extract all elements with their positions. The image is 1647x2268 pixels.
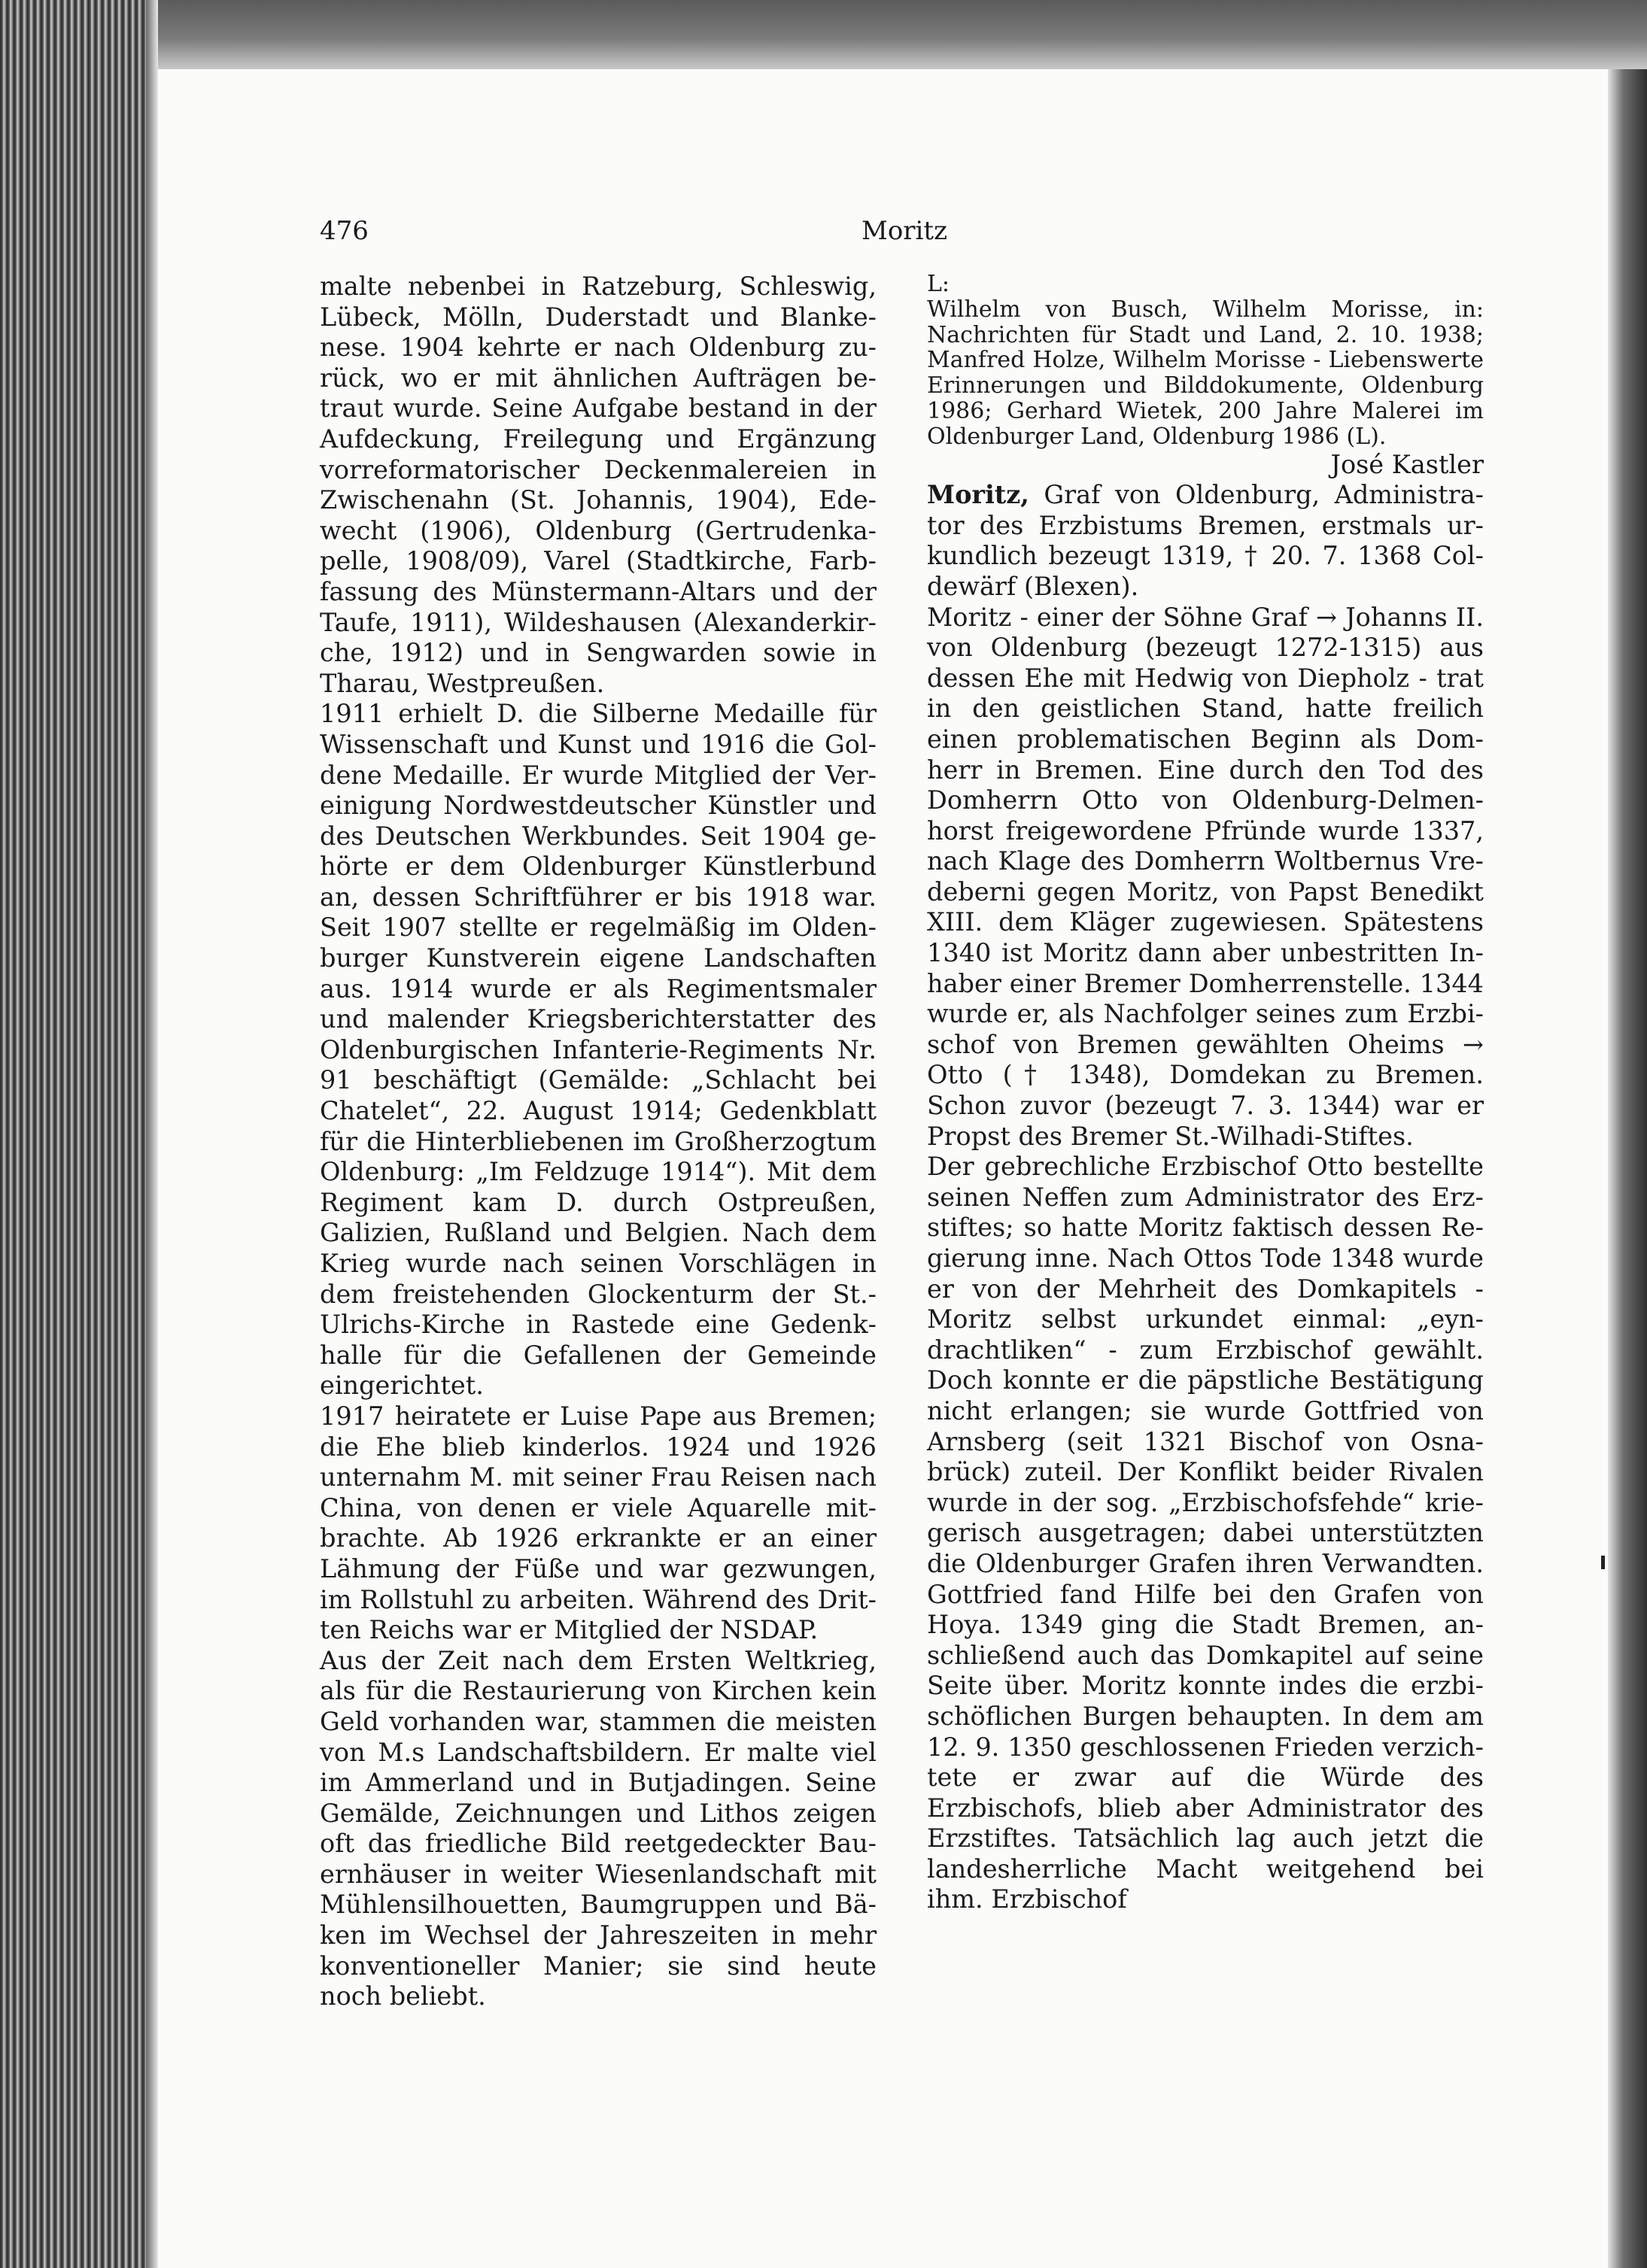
- running-title: Moritz: [861, 216, 947, 246]
- scan-top-border: [0, 0, 1647, 69]
- paragraph: malte nebenbei in Ratzeburg, Schleswig, Lübeck, Mölln, Duderstadt und Blankenese. 1904 kehrte er nach Oldenburg zurück, wo er mit ähnlichen Aufträgen betraut wurde. Seine Aufgabe bestand in der Aufdeckung, Freilegung und Ergänzung vorreformatorischer Deckenmalereien in Zwischenahn (St. Johannis, 1904), Edewecht (1906), Oldenburg (Gertrudenkapelle, 1908/09), Varel (Stadtkirche, Farbfassung des Münstermann-Altars und der Taufe, 1911), Wildeshausen (Alexanderkirche, 1912) und in Sengwarden sowie in Tharau, Westpreußen.: [320, 272, 877, 698]
- entry-header: [927, 480, 1484, 602]
- left-column: [320, 272, 877, 2012]
- scan-right-border: [1608, 69, 1647, 2268]
- literature-label: L:: [927, 271, 950, 297]
- book-page-edges: [0, 0, 158, 2268]
- entry-header-text: Graf von Oldenburg, Administrator des Erzbistums Bremen, erstmals urkundlich bezeugt 1319, † 20. 7. 1368 Coldewärf (Blexen).: [927, 480, 1484, 601]
- right-column: [927, 272, 1484, 1915]
- author-signature: José Kastler: [1330, 449, 1484, 479]
- entry-name: Moritz,: [927, 480, 1029, 510]
- scan-speck: [1601, 1556, 1605, 1569]
- paragraph: 1917 heiratete er Luise Pape aus Bremen; die Ehe blieb kinderlos. 1924 und 1926 unternahm M. mit seiner Frau Reisen nach China, von denen er viele Aquarelle mitbrachte. Ab 1926 erkrankte er an einer Lähmung der Füße und war gezwungen, im Rollstuhl zu arbeiten. Während des Dritten Reichs war er Mitglied der NSDAP.: [320, 1401, 877, 1645]
- literature-text: Wilhelm von Busch, Wilhelm Morisse, in: Nachrichten für Stadt und Land, 2. 10. 1938; Manfred Holze, Wilhelm Morisse - Liebenswerte Erinnerungen und Bilddokumente, Oldenburg 1986; Gerhard Wietek, 200 Jahre Malerei im Oldenburger Land, Oldenburg 1986 (L).: [927, 296, 1484, 450]
- running-head: [320, 212, 947, 250]
- paragraph: Aus der Zeit nach dem Ersten Weltkrieg, als für die Restaurierung von Kirchen kein Geld vorhanden war, stammen die meisten von M.s Landschaftsbildern. Er malte viel im Ammerland und in Butjadingen. Seine Gemälde, Zeichnungen und Lithos zeigen oft das friedliche Bild reetgedeckter Bauernhäuser in weiter Wiesenlandschaft mit Mühlensilhouetten, Baumgruppen und Bäken im Wechsel der Jahreszeiten in mehr konventioneller Manier; sie sind heute noch beliebt.: [320, 1645, 877, 2011]
- paragraph: Der gebrechliche Erzbischof Otto bestellte seinen Neffen zum Administrator des Erzstiftes; so hatte Moritz faktisch dessen Regierung inne. Nach Ottos Tode 1348 wurde er von der Mehrheit des Domkapitels - Moritz selbst urkundet einmal: „eyndrachtliken“ - zum Erzbischof gewählt. Doch konnte er die päpstliche Bestätigung nicht erlangen; sie wurde Gottfried von Arnsberg (seit 1321 Bischof von Osnabrück) zuteil. Der Konflikt beider Rivalen wurde in der sog. „Erzbischofsfehde“ kriegerisch ausgetragen; dabei unterstützten die Oldenburger Grafen ihren Verwandten. Gottfried fand Hilfe bei den Grafen von Hoya. 1349 ging die Stadt Bremen, anschließend auch das Domkapitel auf seine Seite über. Moritz konnte indes die erzbischöflichen Burgen behaupten. In dem am 12. 9. 1350 geschlossenen Frieden verzichtete er zwar auf die Würde des Erzbischofs, blieb aber Administrator des Erzstiftes. Tatsächlich lag auch jetzt die landesherrliche Macht weitgehend bei ihm. Erzbischof: [927, 1152, 1484, 1914]
- literature-block: [927, 272, 1484, 450]
- paragraph: 1911 erhielt D. die Silberne Medaille für Wissenschaft und Kunst und 1916 die Goldene Medaille. Er wurde Mitglied der Vereinigung Nordwestdeutscher Künstler und des Deutschen Werkbundes. Seit 1904 gehörte er dem Oldenburger Künstlerbund an, dessen Schriftführer er bis 1918 war. Seit 1907 stellte er regelmäßig im Oldenburger Kunstverein eigene Landschaften aus. 1914 wurde er als Regimentsmaler und malender Kriegsberichterstatter des Oldenburgischen Infanterie-Regiments Nr. 91 beschäftigt (Gemälde: „Schlacht bei Chatelet“, 22. August 1914; Gedenkblatt für die Hinterbliebenen im Großherzogtum Oldenburg: „Im Feldzuge 1914“). Mit dem Regiment kam D. durch Ostpreußen, Galizien, Rußland und Belgien. Nach dem Krieg wurde nach seinen Vorschlägen in dem freistehenden Glockenturm der St.-Ulrichs-Kirche in Rastede eine Gedenkhalle für die Gefallenen der Gemeinde eingerichtet.: [320, 699, 877, 1401]
- page-number: 476: [320, 216, 369, 246]
- paragraph: Moritz - einer der Söhne Graf → Johanns II. von Oldenburg (bezeugt 1272-1315) aus dessen Ehe mit Hedwig von Diepholz - trat in den geistlichen Stand, hatte freilich einen problematischen Beginn als Domherr in Bremen. Eine durch den Tod des Domherrn Otto von Oldenburg-Delmenhorst freigewordene Pfründe wurde 1337, nach Klage des Domherrn Woltbernus Vredeberni gegen Moritz, von Papst Benedikt XIII. dem Kläger zugewiesen. Spätestens 1340 ist Moritz dann aber unbestritten Inhaber einer Bremer Domherrenstelle. 1344 wurde er, als Nachfolger seines zum Erzbischof von Bremen gewählten Oheims → Otto († 1348), Domdekan zu Bremen. Schon zuvor (bezeugt 7. 3. 1344) war er Propst des Bremer St.-Wilhadi-Stiftes.: [927, 602, 1484, 1151]
